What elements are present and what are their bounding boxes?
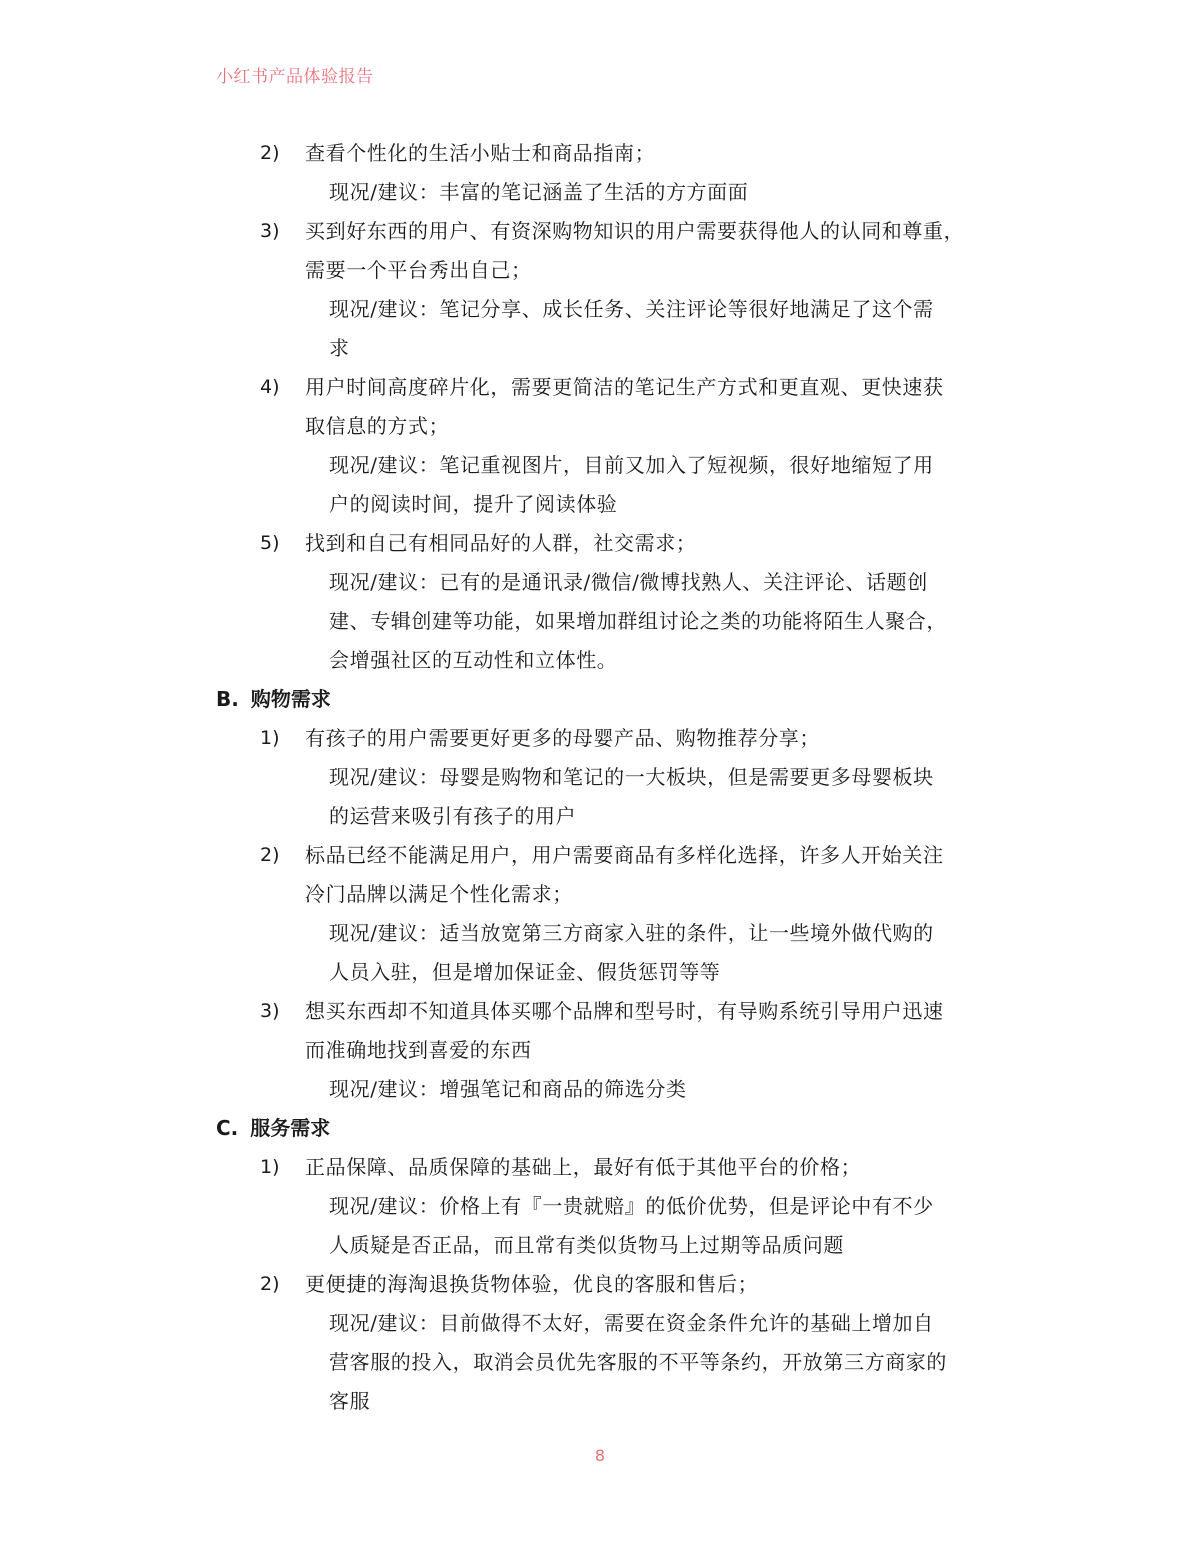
list-item-text: 用户时间高度碎片化，需要更简洁的笔记生产方式和更直观、更快速获 bbox=[305, 375, 944, 399]
list-item-note: 现况/建议：母婴是购物和笔记的一大板块，但是需要更多母婴板块 bbox=[329, 765, 934, 789]
list-item-text: 买到好东西的用户、有资深购物知识的用户需要获得他人的认同和尊重， bbox=[305, 219, 965, 243]
list-item-note: 求 bbox=[329, 336, 350, 360]
list-item-note: 会增强社区的互动性和立体性。 bbox=[329, 648, 618, 672]
list-item-note: 现况/建议：价格上有『一贵就赔』的低价优势，但是评论中有不少 bbox=[329, 1194, 934, 1218]
list-number: 4) bbox=[260, 376, 280, 398]
list-item-note: 现况/建议：适当放宽第三方商家入驻的条件，让一些境外做代购的 bbox=[329, 921, 934, 945]
list-item-text: 想买东西却不知道具体买哪个品牌和型号时，有导购系统引导用户迅速 bbox=[305, 999, 944, 1023]
list-item-text: 找到和自己有相同品好的人群，社交需求； bbox=[305, 531, 697, 555]
list-number: 2) bbox=[260, 142, 280, 164]
list-item-text: 有孩子的用户需要更好更多的母婴产品、购物推荐分享； bbox=[305, 726, 820, 750]
list-item-text: 正品保障、品质保障的基础上，最好有低于其他平台的价格； bbox=[305, 1155, 862, 1179]
list-item-note: 现况/建议：丰富的笔记涵盖了生活的方方面面 bbox=[329, 180, 749, 204]
list-item-note: 建、专辑创建等功能，如果增加群组讨论之类的功能将陌生人聚合， bbox=[329, 609, 947, 633]
list-item-text: 而准确地找到喜爱的东西 bbox=[305, 1038, 532, 1062]
list-number: 1) bbox=[260, 727, 280, 749]
section-letter: C. bbox=[216, 1116, 239, 1140]
list-number: 3) bbox=[260, 1000, 280, 1022]
list-item-note: 人质疑是否正品，而且常有类似货物马上过期等品质问题 bbox=[329, 1233, 844, 1257]
list-item-note: 人员入驻，但是增加保证金、假货惩罚等等 bbox=[329, 960, 721, 984]
list-item-text: 需要一个平台秀出自己； bbox=[305, 258, 532, 282]
list-item-note: 现况/建议：笔记重视图片，目前又加入了短视频，很好地缩短了用 bbox=[329, 453, 934, 477]
list-number: 2) bbox=[260, 844, 280, 866]
list-item-text: 冷门品牌以满足个性化需求； bbox=[305, 882, 573, 906]
section-heading-shopping bbox=[216, 685, 331, 713]
section-letter: B. bbox=[216, 687, 239, 711]
section-heading-service bbox=[216, 1114, 330, 1142]
list-item-note: 现况/建议：目前做得不太好，需要在资金条件允许的基础上增加自 bbox=[329, 1311, 934, 1335]
list-number: 2) bbox=[260, 1273, 280, 1295]
list-item-note: 户的阅读时间，提升了阅读体验 bbox=[329, 492, 618, 516]
list-number: 5) bbox=[260, 532, 280, 554]
list-item-text: 取信息的方式； bbox=[305, 414, 450, 438]
list-number: 1) bbox=[260, 1156, 280, 1178]
list-item-text: 标品已经不能满足用户，用户需要商品有多样化选择，许多人开始关注 bbox=[305, 843, 944, 867]
list-item-note: 的运营来吸引有孩子的用户 bbox=[329, 804, 577, 828]
list-item-text: 更便捷的海淘退换货物体验，优良的客服和售后； bbox=[305, 1272, 759, 1296]
list-number: 3) bbox=[260, 220, 280, 242]
section-title: 服务需求 bbox=[250, 1116, 331, 1140]
list-item-note: 现况/建议：已有的是通讯录/微信/微博找熟人、关注评论、话题创 bbox=[329, 570, 928, 594]
list-item-note: 客服 bbox=[329, 1389, 371, 1413]
list-item-text: 查看个性化的生活小贴士和商品指南； bbox=[305, 141, 656, 165]
section-title: 购物需求 bbox=[250, 687, 331, 711]
page-number: 8 bbox=[594, 1446, 606, 1465]
document-header: 小红书产品体验报告 bbox=[216, 67, 374, 87]
list-item-note: 现况/建议：增强笔记和商品的筛选分类 bbox=[329, 1077, 687, 1101]
list-item-note: 现况/建议：笔记分享、成长任务、关注评论等很好地满足了这个需 bbox=[329, 297, 934, 321]
list-item-note: 营客服的投入，取消会员优先客服的不平等条约，开放第三方商家的 bbox=[329, 1350, 947, 1374]
